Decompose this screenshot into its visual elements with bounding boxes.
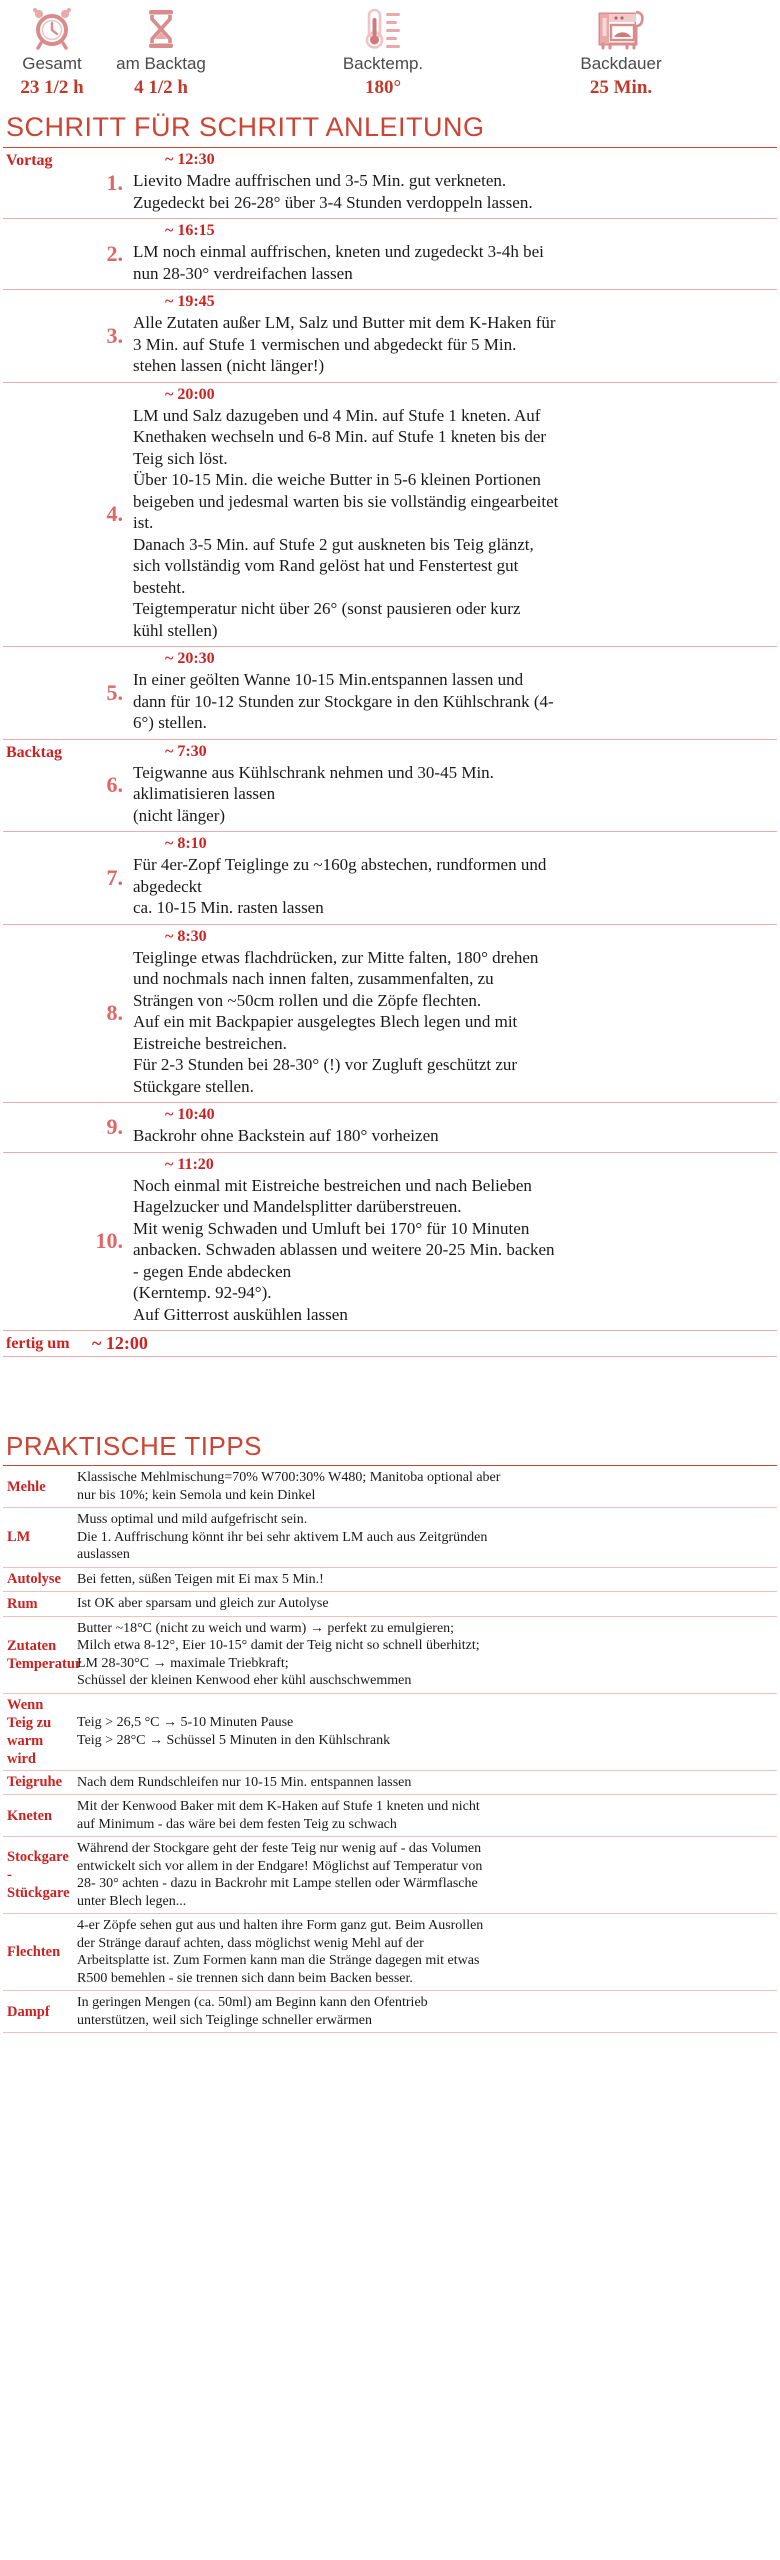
step-text: LM und Salz dazugeben und 4 Min. auf Stufe 1 kneten. Auf Knethaken wechseln und 6-8 Min. auf Stufe 1 kneten bis der Teig sich löst. Über 10-15 Min. die weiche Butter in 5-6 kleinen Portionen beigeben und jedesmal warten bis sie vollständig eingearbeitet ist. Danach 3-5 Min. auf Stufe 2 gut auskneten bis Teig glänzt, sich vollständig vom Rand gelöst hat und Fenstertest gut besteht. Teigtemperatur nicht über 26° (sonst pausieren oder kurz kühl stellen) xyxy=(133,405,559,640)
step-body xyxy=(131,382,777,647)
step-day-label xyxy=(3,290,89,383)
tip-value: Mit der Kenwood Baker mit dem K-Haken auf Stufe 1 kneten und nicht auf Minimum - das wäre bei dem festen Teig zu schwach xyxy=(77,1799,480,1832)
step-time: ~ 20:00 xyxy=(165,385,215,403)
step-text: In einer geölten Wanne 10-15 Min.entspannen lassen und dann für 10-12 Stunden zur Stockgare in den Kühlschrank (4- 6°) stellen. xyxy=(133,670,554,732)
step-time: ~ 8:30 xyxy=(165,927,207,945)
step-text: Teigwanne aus Kühlschrank nehmen und 30-45 Min. aklimatisieren lassen (nicht länger) xyxy=(133,762,494,825)
tip-key: Mehle xyxy=(7,1478,46,1495)
step-row xyxy=(3,1152,777,1331)
stat-label: am Backtag xyxy=(116,54,206,73)
tip-row xyxy=(3,1592,777,1617)
tip-key: Wenn Teig zu warm wird xyxy=(7,1696,52,1767)
tip-key: Flechten xyxy=(7,1944,61,1960)
step-number: 7. xyxy=(106,864,123,890)
step-row xyxy=(3,382,777,647)
stat-am-backtag xyxy=(96,8,226,100)
step-time: ~ 10:40 xyxy=(165,1106,215,1123)
stat-value: 23 1/2 h xyxy=(20,77,84,98)
step-row xyxy=(3,219,777,290)
step-time: ~ 20:30 xyxy=(165,650,215,667)
tip-value: In geringen Mengen (ca. 50ml) am Beginn kann den Ofentrieb unterstützen, weil sich Teiglinge schneller erwärmen xyxy=(77,1995,428,2028)
step-time: ~ 8:10 xyxy=(165,835,207,852)
step-day-label: Backtag xyxy=(6,743,62,761)
tip-value: Klassische Mehlmischung=70% W700:30% W480; Manitoba optional aber nur bis 10%; kein Semola und kein Dinkel xyxy=(77,1470,501,1503)
tip-row xyxy=(3,1914,777,1991)
stat-backtemp xyxy=(298,8,468,100)
tip-value: Muss optimal und mild aufgefrischt sein. Die 1. Auffrischung könnt ihr bei sehr aktivem LM auch aus Zeitgründen auslassen xyxy=(77,1512,488,1562)
tip-row xyxy=(3,1616,777,1693)
step-number: 4. xyxy=(106,501,123,527)
finish-label: fertig um xyxy=(6,1334,70,1352)
tip-key: Stockgare - Stückgare xyxy=(7,1849,70,1901)
alarm-clock-icon xyxy=(8,8,96,50)
tip-value: Während der Stockgare geht der feste Teig nur wenig auf - das Volumen entwickelt sich vor allem in der Endgare! Möglichst auf Temperatur von 28- 30° achten - dazu in Backrohr mit Lampe stellen oder Wärmflasche unter Blech legen... xyxy=(77,1841,483,1909)
tip-row xyxy=(3,1508,777,1568)
finish-row xyxy=(3,1331,777,1357)
tip-row xyxy=(3,1567,777,1592)
step-body xyxy=(131,1103,777,1153)
step-body xyxy=(131,647,777,740)
steps-section-title: SCHRITT FÜR SCHRITT ANLEITUNG xyxy=(6,112,485,142)
recipe-stats-bar xyxy=(0,0,780,106)
section-gap xyxy=(0,1357,780,1431)
step-number: 3. xyxy=(106,322,123,348)
step-time: ~ 11:20 xyxy=(165,1155,214,1173)
step-body xyxy=(131,739,777,832)
tip-key: Zutaten Temperatur xyxy=(7,1637,82,1672)
tip-key: Kneten xyxy=(7,1807,53,1824)
step-text: Teiglinge etwas flachdrücken, zur Mitte falten, 180° drehen und nochmals nach innen falten, zusammenfalten, zu Strängen von ~50cm rollen und die Zöpfe flechten. Auf ein mit Backpapier ausgelegtes Blech legen und mit Eistreiche bestreichen. Für 2-3 Stunden bei 28-30° (!) vor Zugluft geschützt zur Stückgare stellen. xyxy=(133,947,539,1096)
tip-value: Butter ~18°C (nicht zu weich und warm) → perfekt zu emulgieren; Milch etwa 8-12°, Eier 10-15° damit der Teig nicht so schnell überhitzt; LM 28-30°C → maximale Triebkraft; Schüssel der kleinen Kenwood eher kühl auschschwemmen xyxy=(77,1620,480,1688)
tip-key: Rum xyxy=(7,1595,38,1612)
tip-row xyxy=(3,1991,777,2033)
step-text: Noch einmal mit Eistreiche bestreichen und nach Belieben Hagelzucker und Mandelsplitter darüberstreuen. Mit wenig Schwaden und Umluft bei 170° für 10 Minuten anbacken. Schwaden ablassen und weitere 20-25 Min. backen - gegen Ende abdecken (Kerntemp. 92-94°). Auf Gitterrost auskühlen lassen xyxy=(133,1175,555,1324)
thermometer-icon xyxy=(298,8,468,50)
oven-icon xyxy=(546,8,696,50)
step-text: Lievito Madre auffrischen und 3-5 Min. gut verkneten. Zugedeckt bei 26-28° über 3-4 Stunden verdoppeln lassen. xyxy=(133,171,533,212)
step-body xyxy=(131,832,777,925)
step-time: ~ 12:30 xyxy=(165,151,215,168)
step-day-label xyxy=(3,382,89,647)
step-number: 2. xyxy=(106,241,123,266)
tips-table xyxy=(3,1465,777,2033)
tip-value: Ist OK aber sparsam und gleich zur Autolyse xyxy=(77,1596,329,1611)
stat-label: Gesamt xyxy=(22,54,82,73)
step-text: Alle Zutaten außer LM, Salz und Butter mit dem K-Haken für 3 Min. auf Stufe 1 vermischen und abgedeckt für 5 Min. stehen lassen (nicht länger!) xyxy=(133,313,556,375)
stat-value: 25 Min. xyxy=(589,77,653,98)
tip-value: Nach dem Rundschleifen nur 10-15 Min. entspannen lassen xyxy=(77,1774,412,1790)
step-time: ~ 19:45 xyxy=(165,293,215,310)
step-row xyxy=(3,739,777,832)
finish-time: ~ 12:00 xyxy=(92,1333,148,1353)
step-number: 6. xyxy=(106,772,123,798)
stat-value: 4 1/2 h xyxy=(134,77,188,98)
step-row xyxy=(3,832,777,925)
step-body xyxy=(131,290,777,383)
tip-key: Dampf xyxy=(7,2003,50,2020)
step-day-label xyxy=(3,219,89,290)
step-body xyxy=(131,924,777,1103)
stat-label: Backdauer xyxy=(580,54,662,73)
tip-value: 4-er Zöpfe sehen gut aus und halten ihre Form ganz gut. Beim Ausrollen der Stränge darauf achten, dass möglichst wenig Mehl auf der Arbeitsplatte ist. Zum Formen kann man die Stränge dagegen mit etwas R500 bemehlen - sie trennen sich dann beim Backen besser. xyxy=(77,1918,484,1986)
step-text: LM noch einmal auffrischen, kneten und zugedeckt 3-4h bei nun 28-30° verdreifachen lassen xyxy=(133,242,544,283)
step-row xyxy=(3,924,777,1103)
step-day-label xyxy=(3,832,89,925)
step-number: 1. xyxy=(106,170,123,195)
step-text: Backrohr ohne Backstein auf 180° vorheizen xyxy=(133,1126,439,1145)
step-day-label xyxy=(3,1103,89,1153)
step-day-label: Vortag xyxy=(6,152,53,169)
step-number: 5. xyxy=(106,679,123,705)
steps-table xyxy=(3,147,777,1357)
hourglass-icon xyxy=(96,8,226,50)
stat-value: 180° xyxy=(364,77,402,98)
stat-label: Backtemp. xyxy=(342,54,424,73)
step-number: 10. xyxy=(95,1228,123,1254)
step-row xyxy=(3,1103,777,1153)
stat-backdauer xyxy=(546,8,696,100)
step-day-label xyxy=(3,647,89,740)
tip-value: Bei fetten, süßen Teigen mit Ei max 5 Min.! xyxy=(77,1571,324,1587)
tips-section-title: PRAKTISCHE TIPPS xyxy=(6,1431,263,1461)
step-row xyxy=(3,647,777,740)
tip-value: Teig > 26,5 °C → 5-10 Minuten Pause Teig > 28°C → Schüssel 5 Minuten in den Kühlschrank xyxy=(77,1715,391,1748)
tip-key: Autolyse xyxy=(7,1571,61,1588)
step-body xyxy=(131,148,777,219)
step-day-label xyxy=(3,1152,89,1331)
step-body xyxy=(131,219,777,290)
tip-key: LM xyxy=(7,1529,31,1546)
step-number: 8. xyxy=(106,1000,123,1026)
tip-key: Teigruhe xyxy=(7,1774,63,1791)
tip-row xyxy=(3,1693,777,1770)
step-row xyxy=(3,290,777,383)
step-body xyxy=(131,1152,777,1331)
stat-gesamt xyxy=(8,8,96,100)
tip-row xyxy=(3,1466,777,1508)
tip-row xyxy=(3,1837,777,1914)
step-row xyxy=(3,148,777,219)
step-number: 9. xyxy=(106,1114,123,1140)
step-day-label xyxy=(3,924,89,1103)
step-time: ~ 16:15 xyxy=(165,222,215,239)
step-text: Für 4er-Zopf Teiglinge zu ~160g abstechen, rundformen und abgedeckt ca. 10-15 Min. rasten lassen xyxy=(133,855,547,917)
tip-row xyxy=(3,1770,777,1795)
tip-row xyxy=(3,1795,777,1837)
step-time: ~ 7:30 xyxy=(165,742,207,760)
